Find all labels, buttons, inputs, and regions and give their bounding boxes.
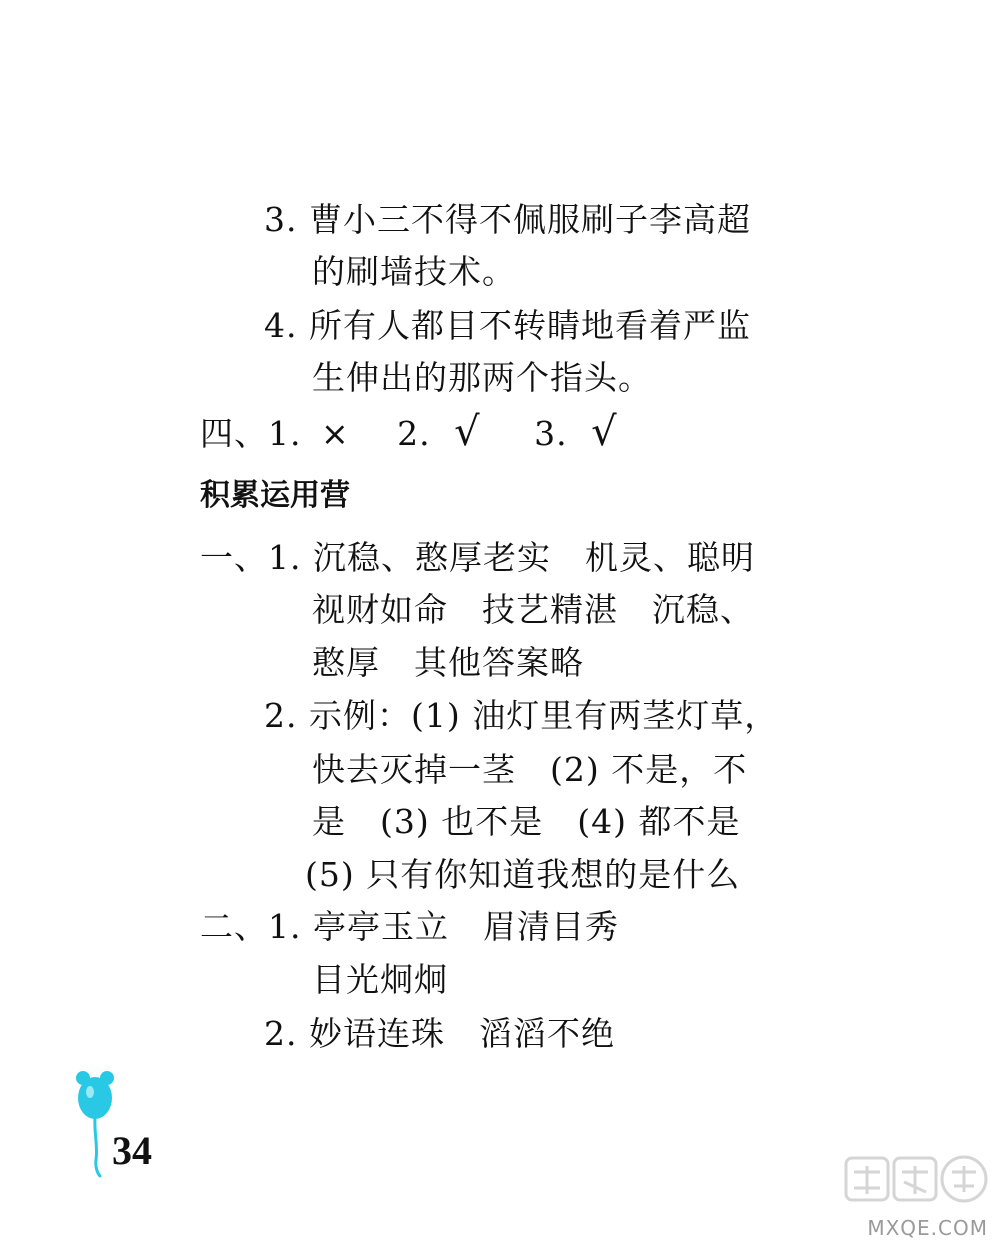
part-1-item-1-line-3: 憨厚 其他答案略 — [312, 643, 584, 682]
item-2-number: 2. — [397, 414, 431, 453]
item-3-number: 3. — [534, 414, 568, 453]
part-1-item-1-line-1: 一、1. 沉稳、憨厚老实 机灵、聪明 — [200, 538, 755, 577]
watermark-text: MXQE.COM — [867, 1216, 988, 1240]
part-1-item-2-line-1: 2. 示例：(1) 油灯里有两茎灯草， — [264, 696, 779, 735]
part-1-item-1-line-2: 视财如命 技艺精湛 沉稳、 — [312, 590, 754, 629]
part-2-item-1-line-1: 二、1. 亭亭玉立 眉清目秀 — [200, 907, 619, 946]
part-2-item-1-line-2: 目光炯炯 — [312, 960, 448, 999]
section-4-prefix: 四、1. — [200, 414, 302, 453]
section-4-answers — [200, 409, 618, 455]
answer-3-line-2: 的刷墙技术。 — [312, 252, 516, 291]
part-1-item-2-line-2: 快去灭掉一茎 (2) 不是，不 — [312, 750, 748, 789]
answer-3-line-1: 3. 曹小三不得不佩服刷子李高超 — [264, 200, 751, 239]
part-2-item-2-line-1: 2. 妙语连珠 滔滔不绝 — [264, 1014, 615, 1053]
part-1-item-2-line-4: (5) 只有你知道我想的是什么 — [305, 855, 741, 894]
section-heading: 积累运用营 — [200, 478, 350, 513]
answer-4-line-1: 4. 所有人都目不转睛地看着严监 — [264, 306, 751, 345]
check-mark-3: √ — [591, 409, 618, 455]
part-1-item-2-line-3: 是 (3) 也不是 (4) 都不是 — [312, 802, 741, 841]
page-number: 34 — [112, 1128, 152, 1173]
check-mark-2: √ — [454, 409, 481, 455]
answer-4-line-2: 生伸出的那两个指头。 — [312, 358, 652, 397]
cross-mark: × — [321, 414, 350, 453]
